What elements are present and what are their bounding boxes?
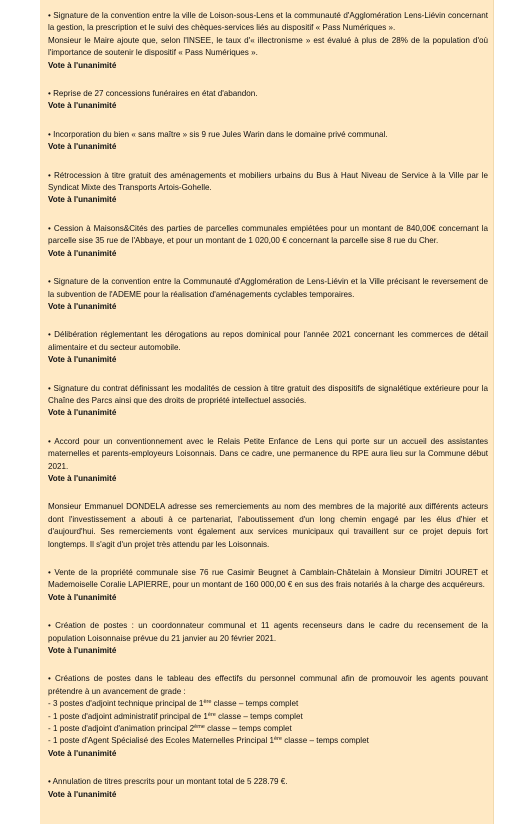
vote-result: Vote à l'unanimité — [48, 60, 117, 70]
item-text: • Créations de postes dans le tableau des effectifs du personnel communal afin de promouvoir les agents pouvant prétendre à un avancement de grade : — [48, 674, 488, 696]
deliberation-item — [48, 501, 488, 551]
item-text: • Rétrocession à titre gratuit des aménagements et mobiliers urbains du Bus à Haut Niveau de Service à la Ville par le Syndicat Mixte des Transports Artois-Gohelle. — [48, 170, 488, 193]
deliberation-item — [48, 673, 488, 760]
post-list-post: classe – temps complet — [211, 699, 299, 709]
deliberation-item — [48, 170, 488, 207]
deliberation-item — [48, 776, 488, 801]
deliberation-item — [48, 10, 488, 72]
post-list-pre: - 1 poste d'adjoint d'animation principal 2 — [48, 724, 195, 734]
post-list-pre: - 1 poste d'adjoint administratif principal de 1 — [48, 711, 208, 721]
post-list-sup: ère — [203, 699, 212, 706]
post-list-post: classe – temps complet — [282, 736, 369, 746]
post-list-item — [48, 711, 488, 723]
deliberation-item — [48, 129, 488, 154]
item-text: • Accord pour un conventionnement avec le Relais Petite Enfance de Lens qui porte sur un accueil des assistantes maternelles et parents-employeurs Loisonnais. Dans ce cadre, une permanence du RPE aura lieu sur la Commune début 2021. — [48, 436, 488, 471]
vote-result: Vote à l'unanimité — [48, 355, 117, 365]
post-list-sup: ème — [194, 724, 205, 731]
item-text: • Reprise de 27 concessions funéraires en état d'abandon. — [48, 89, 258, 99]
post-list — [48, 698, 488, 748]
deliberation-item — [48, 620, 488, 657]
item-text: Monsieur Emmanuel DONDELA adresse ses remerciements au nom des membres de la majorité aux différents acteurs dont l'investissement a abouti à ce partenariat, l'aboutissement d'un long chemin engagé par les élus d'hier et d'aujourd'hui. Ses remerciements vont également aux services municipaux qui travaillent sur ce projet depuis fort longtemps. Il s'agit d'un projet très attendu par les Loisonnais. — [48, 502, 488, 549]
vote-result: Vote à l'unanimité — [48, 473, 117, 483]
vote-result: Vote à l'unanimité — [48, 142, 117, 152]
item-text: • Incorporation du bien « sans maître » sis 9 rue Jules Warin dans le domaine privé communal. — [48, 129, 388, 139]
item-text: • Délibération réglementant les dérogations au repos dominical pour l'année 2021 concernant les commerces de détail alimentaire et du secteur automobile. — [48, 330, 488, 352]
item-text: • Création de postes : un coordonnateur communal et 11 agents recenseurs dans le cadre du recensement de la population Loisonnaise prévue du 21 janvier au 20 février 2021. — [48, 621, 488, 643]
vote-result: Vote à l'unanimité — [48, 408, 117, 418]
minutes-panel — [40, 0, 494, 824]
item-text: • Signature de la convention entre la Communauté d'Agglomération de Lens-Liévin et la Ville précisant le reversement de la subvention de l'ADEME pour la réalisation d'aménagements cyclables temporaires. — [48, 277, 488, 299]
vote-result: Vote à l'unanimité — [48, 101, 117, 111]
post-list-pre: - 3 postes d'adjoint technique principal de 1 — [48, 699, 204, 709]
item-text: • Cession à Maisons&Cités des parties de parcelles communales empiétées pour un montant de 840,00€ concernant la parcelle sise 35 rue de l'Abbaye, et pour un montant de 1 020,00 € concernant la parcelle sise 8 rue du Cher. — [48, 223, 488, 246]
post-list-post: classe – temps complet — [204, 724, 292, 734]
post-list-post: classe – temps complet — [215, 711, 303, 721]
vote-result: Vote à l'unanimité — [48, 195, 117, 205]
deliberation-item — [48, 88, 488, 113]
vote-result: Vote à l'unanimité — [48, 301, 117, 311]
deliberation-item — [48, 276, 488, 313]
deliberation-item — [48, 329, 488, 366]
deliberation-item — [48, 383, 488, 420]
vote-result: Vote à l'unanimité — [48, 592, 117, 602]
deliberation-item — [48, 223, 488, 260]
post-list-item — [48, 698, 488, 710]
post-list-sup: ère — [274, 736, 282, 743]
vote-result: Vote à l'unanimité — [48, 646, 117, 656]
item-text: Monsieur le Maire ajoute que, selon l'INSEE, le taux d'« illectronisme » est évalué à plus de 28% de la population d'où l'importance de soutenir le dispositif « Pass Numériques ». — [48, 35, 488, 58]
item-text: • Annulation de titres prescrits pour un montant total de 5 228.79 €. — [48, 777, 288, 787]
vote-result: Vote à l'unanimité — [48, 789, 117, 799]
vote-result: Vote à l'unanimité — [48, 248, 117, 258]
item-text: • Vente de la propriété communale sise 76 rue Casimir Beugnet à Camblain-Châtelain à Monsieur Dimitri JOURET et Mademoiselle Coralie LAPIERRE, pour un montant de 160 000,00 € en sus des frais notariés à la charge des acquéreurs. — [48, 568, 488, 590]
item-text: • Signature du contrat définissant les modalités de cession à titre gratuit des dispositifs de signalétique extérieure pour la Chaîne des Parcs ainsi que des droits de propriété intellectuel associés. — [48, 383, 488, 405]
post-list-item — [48, 735, 488, 747]
deliberation-item — [48, 567, 488, 604]
item-text: • Signature de la convention entre la ville de Loison-sous-Lens et la communauté d'Agglomération Lens-Liévin concernant la gestion, la prescription et le suivi des chèques-services liés au dispositif « Pass Numériques ». — [48, 11, 488, 33]
vote-result: Vote à l'unanimité — [48, 748, 117, 758]
post-list-sup: ère — [207, 711, 216, 718]
post-list-item — [48, 723, 488, 735]
post-list-pre: - 1 poste d'Agent Spécialisé des Ecoles Maternelles Principal 1 — [48, 736, 275, 746]
deliberation-item — [48, 436, 488, 486]
